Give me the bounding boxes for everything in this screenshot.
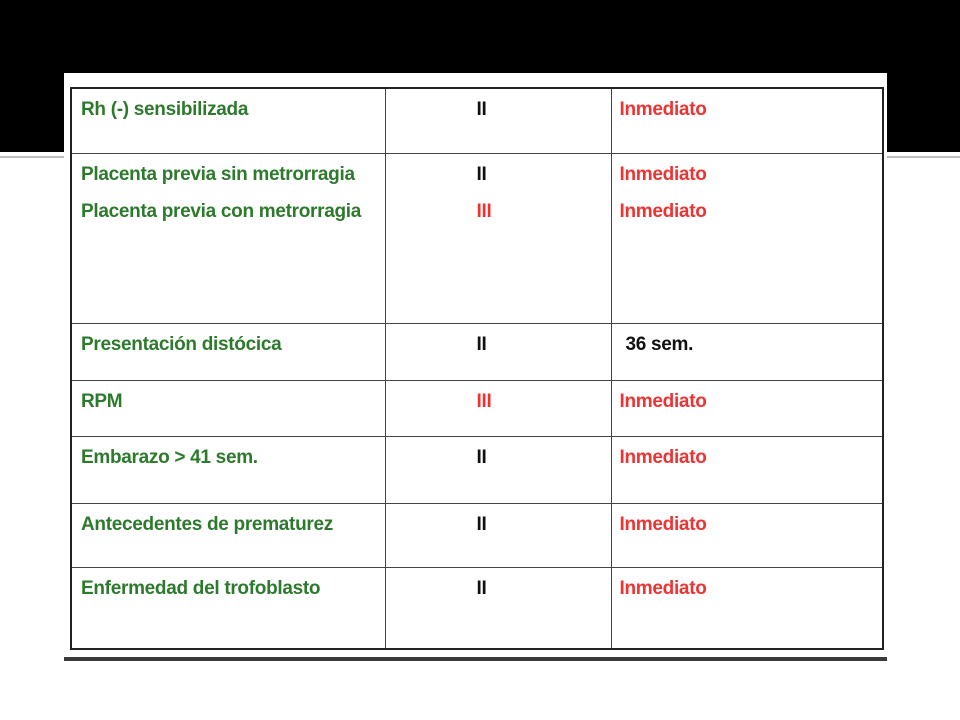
timing-value: Inmediato [619, 577, 707, 599]
level-value: II [476, 163, 487, 185]
condition-label: Placenta previa sin metrorragia [81, 163, 355, 185]
condition-cell [71, 153, 385, 323]
level-value: II [476, 513, 487, 535]
table-row [71, 323, 883, 380]
condition-label: RPM [81, 390, 123, 412]
condition-label: Enfermedad del trofoblasto [81, 577, 321, 599]
level-value: II [476, 577, 487, 599]
timing-value: Inmediato [619, 99, 707, 120]
condition-label: Placenta previa con metrorragia [81, 200, 362, 222]
condition-label: Rh (-) sensibilizada [81, 99, 249, 120]
level-value: III [476, 390, 492, 412]
table-row [71, 567, 883, 649]
table-row [71, 153, 883, 323]
condition-cell [71, 503, 385, 567]
condition-cell [71, 323, 385, 380]
level-cell [385, 567, 611, 649]
level-cell [385, 88, 611, 153]
timing-cell [611, 380, 883, 436]
timing-cell [611, 323, 883, 380]
timing-cell [611, 88, 883, 153]
condition-label: Antecedentes de prematurez [81, 513, 333, 535]
level-cell [385, 380, 611, 436]
level-value: II [476, 99, 487, 120]
level-value: III [476, 200, 492, 222]
condition-label: Embarazo > 41 sem. [81, 446, 258, 468]
condition-cell [71, 436, 385, 503]
table-panel [64, 73, 887, 661]
timing-value: Inmediato [619, 200, 707, 222]
timing-value: Inmediato [619, 390, 707, 412]
level-value: II [476, 446, 487, 468]
timing-cell [611, 503, 883, 567]
referral-criteria-table [70, 87, 884, 650]
timing-value: Inmediato [619, 513, 707, 535]
timing-value: Inmediato [619, 446, 707, 468]
level-cell [385, 503, 611, 567]
condition-label: Presentación distócica [81, 333, 282, 355]
table-row [71, 380, 883, 436]
level-cell [385, 436, 611, 503]
table-row [71, 503, 883, 567]
level-cell [385, 323, 611, 380]
level-value: II [476, 333, 487, 355]
table-row [71, 436, 883, 503]
timing-cell [611, 436, 883, 503]
timing-cell [611, 567, 883, 649]
condition-cell [71, 88, 385, 153]
table-row [71, 88, 883, 153]
level-cell [385, 153, 611, 323]
divider-left [0, 156, 66, 158]
condition-cell [71, 567, 385, 649]
divider-right [886, 156, 960, 158]
condition-cell [71, 380, 385, 436]
timing-cell [611, 153, 883, 323]
timing-value: Inmediato [619, 163, 707, 185]
timing-value: 36 sem. [625, 333, 694, 355]
